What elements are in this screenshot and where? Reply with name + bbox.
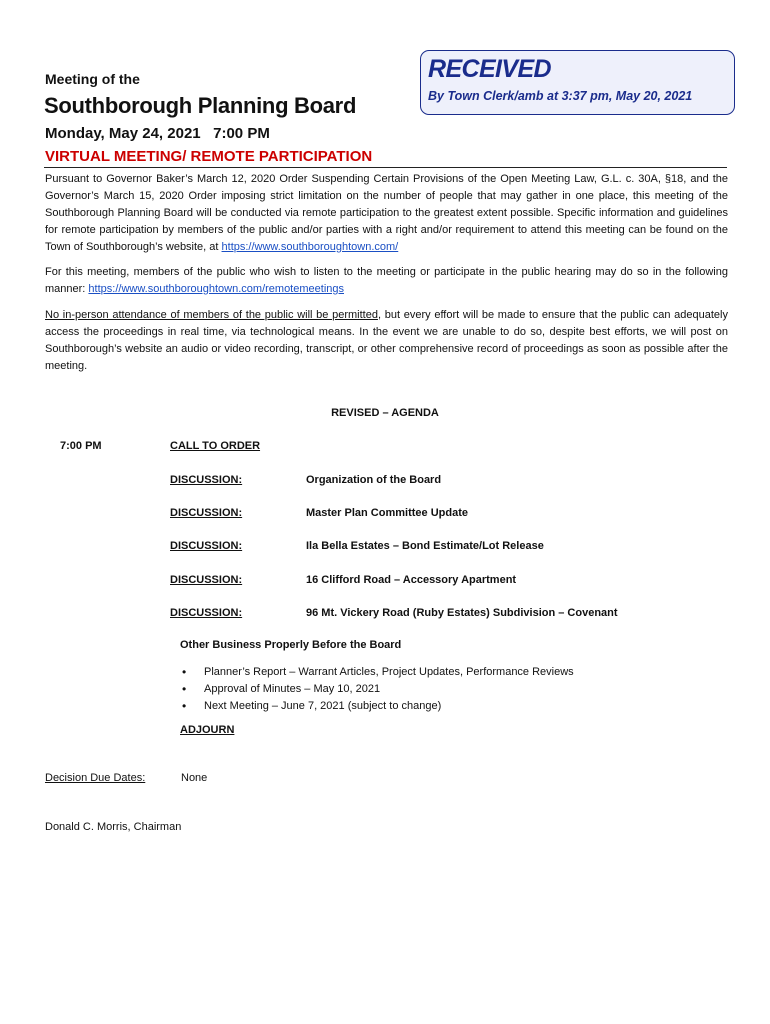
discussion-item: Ila Bella Estates – Bond Estimate/Lot Release: [306, 540, 544, 552]
discussion-label: DISCUSSION:: [170, 507, 243, 519]
virtual-meeting-notice: VIRTUAL MEETING/ REMOTE PARTICIPATION: [45, 148, 373, 165]
agenda-time: 7:00 PM: [60, 440, 102, 452]
discussion-item: Organization of the Board: [306, 474, 442, 486]
adjourn: ADJOURN: [180, 724, 235, 736]
discussion-label: DISCUSSION:: [170, 540, 243, 552]
paragraph-text: For this meeting, members of the public who wish to listen to the meeting or participate in the public hearing may do so in the following manner:: [45, 266, 728, 295]
call-to-order: CALL TO ORDER: [170, 440, 261, 452]
discussion-item: Master Plan Committee Update: [306, 507, 468, 519]
other-business-list: [180, 664, 574, 715]
stamp-title: RECEIVED: [428, 55, 552, 83]
board-title: Southborough Planning Board: [44, 93, 357, 118]
paragraph-text: Pursuant to Governor Baker’s March 12, 2020 Order Suspending Certain Provisions of the Open Meeting Law, G.L. c. 30A, §18, and the Governor’s March 15, 2020 Order imposing strict limitation on the number of people that may gather in one place, this meeting of the Southborough Planning Board will be conducted via remote participation to the greatest extent possible. Specific information and guidelines for remote participation by members of the public and/or parties with a right and/or requirement to attend this meeting can be found on the Town of Southborough’s website, at: [45, 173, 728, 253]
meeting-of-label: Meeting of the: [45, 71, 140, 87]
remote-meetings-link[interactable]: https://www.southboroughtown.com/remotemeetings: [88, 283, 344, 295]
no-in-person-notice: No in-person attendance of members of the public will be permitted: [45, 309, 378, 321]
stamp-subtitle: By Town Clerk/amb at 3:37 pm, May 20, 2021: [428, 89, 693, 103]
discussion-label: DISCUSSION:: [170, 574, 243, 586]
chairman-signature-line: Donald C. Morris, Chairman: [45, 821, 182, 833]
town-website-link[interactable]: https://www.southboroughtown.com/: [221, 241, 399, 253]
list-item: • Next Meeting – June 7, 2021 (subject to change): [180, 698, 574, 715]
discussion-label: DISCUSSION:: [170, 474, 243, 486]
list-item: • Approval of Minutes – May 10, 2021: [180, 681, 574, 698]
attendance-paragraph: [45, 307, 728, 375]
discussion-item: 96 Mt. Vickery Road (Ruby Estates) Subdivision – Covenant: [306, 607, 618, 619]
agenda-heading: REVISED – AGENDA: [331, 407, 439, 419]
public-access-paragraph: [45, 264, 728, 298]
decision-due-dates-label: Decision Due Dates:: [45, 772, 146, 784]
discussion-item: 16 Clifford Road – Accessory Apartment: [306, 574, 517, 586]
remote-participation-paragraph: [45, 171, 728, 256]
decision-due-dates-value: None: [181, 772, 208, 784]
meeting-date-time: Monday, May 24, 2021 7:00 PM: [45, 125, 270, 142]
paragraph-text: , but every effort will be made to ensure that the public can adequately access the proceedings in real time, via technological means. In the event we are unable to do so, despite best efforts, we will post on Southborough’s website an audio or video recording, transcript, or other comprehensive record of proceedings as soon as possible after the meeting.: [45, 309, 728, 372]
other-business-heading: Other Business Properly Before the Board: [180, 639, 402, 651]
discussion-label: DISCUSSION:: [170, 607, 243, 619]
header-divider: [44, 167, 727, 168]
list-item: • Planner’s Report – Warrant Articles, Project Updates, Performance Reviews: [180, 664, 574, 681]
